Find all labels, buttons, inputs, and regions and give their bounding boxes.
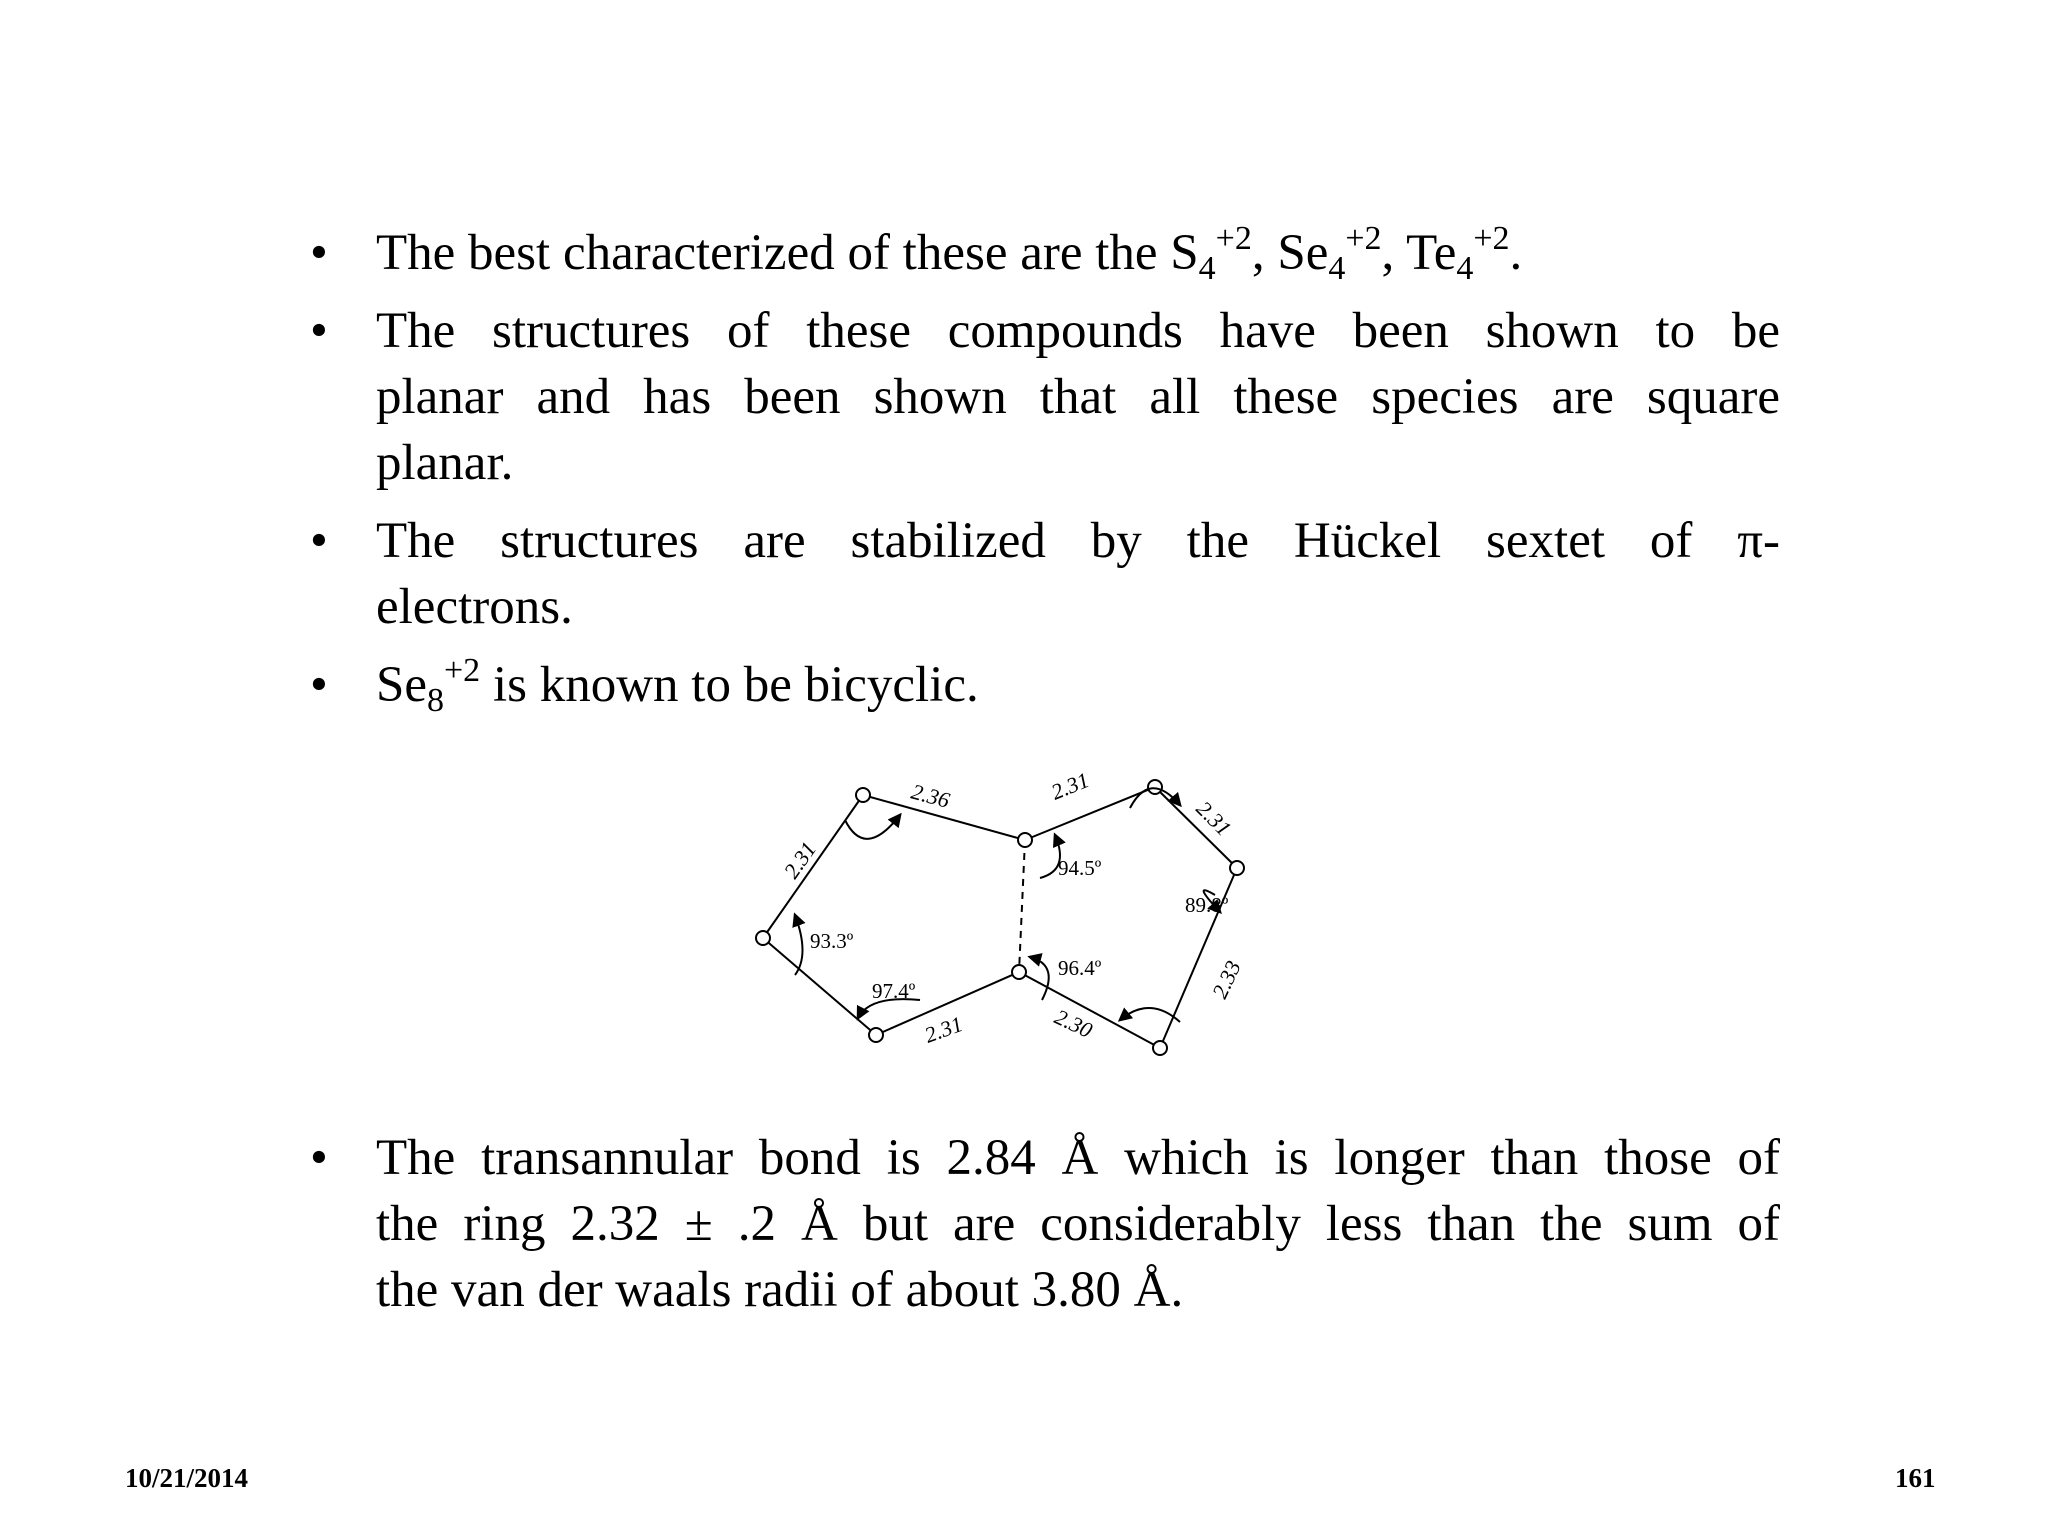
bullet-marker: • (310, 303, 328, 359)
bullet-text: Se (376, 657, 427, 713)
atom (1018, 833, 1032, 847)
bullet-text: The best characterized of these are the S (376, 225, 1199, 281)
superscript: +2 (1473, 220, 1510, 257)
subscript: 8 (427, 682, 444, 719)
bullet-line: The structures of these compounds have been shown to be (376, 303, 1780, 359)
subscript: 4 (1328, 250, 1346, 287)
bond-length-label: 2.31 (1191, 795, 1237, 841)
atom (856, 788, 870, 802)
superscript: +2 (444, 652, 481, 689)
bullet-list-bottom (310, 1125, 1780, 1335)
bond-length-label: 2.36 (908, 778, 953, 813)
atom (1153, 1041, 1167, 1055)
subscript: 4 (1456, 250, 1474, 287)
atom (1148, 780, 1162, 794)
bullet-marker: • (310, 225, 328, 281)
bullet-text: . (1509, 225, 1523, 281)
transannular-bond (1019, 840, 1025, 972)
bullet-line: the van der waals radii of about 3.80 Å. (376, 1262, 1184, 1318)
page-number: 161 (1895, 1463, 1936, 1493)
subscript: 4 (1198, 250, 1216, 287)
bullet-item (310, 220, 1780, 286)
bullet-line: the ring 2.32 ± .2 Å but are considerably less than the sum of (376, 1196, 1780, 1252)
bond (1025, 787, 1155, 840)
atom (1012, 965, 1026, 979)
atom (869, 1028, 883, 1042)
bullet-list-top (310, 220, 1780, 730)
bond-length-label: 2.33 (1206, 956, 1246, 1003)
bond-length-label: 2.31 (921, 1011, 966, 1048)
bond (763, 795, 863, 938)
bond-length-label: 2.31 (778, 836, 822, 883)
bullet-line: planar and has been shown that all these species are square (376, 369, 1780, 425)
bullet-text: , Te (1381, 225, 1457, 281)
atom (1230, 861, 1244, 875)
bullet-item (310, 298, 1780, 496)
bullet-line: planar. (376, 435, 514, 491)
angle-arrow (845, 815, 900, 839)
superscript: +2 (1345, 220, 1382, 257)
footer-date: 10/21/2014 (125, 1463, 249, 1493)
se8-bicyclic-structure-diagram (740, 750, 1310, 1080)
angle-label: 97.4º (872, 979, 916, 1003)
bullet-line: The transannular bond is 2.84 Å which is longer than those of (376, 1130, 1780, 1186)
bullet-text: , Se (1251, 225, 1329, 281)
bullet-item (310, 1125, 1780, 1323)
bullet-line: The structures are stabilized by the Hückel sextet of π- (376, 513, 1780, 569)
angle-label: 96.4º (1058, 956, 1102, 980)
angle-label: 93.3º (810, 929, 854, 953)
superscript: +2 (1215, 220, 1252, 257)
bullet-item (310, 508, 1780, 640)
bullet-item (310, 652, 1780, 718)
bullet-line: electrons. (376, 579, 573, 635)
bullet-text: is known to be bicyclic. (480, 657, 979, 713)
angle-label: 94.5º (1058, 856, 1102, 880)
atom (756, 931, 770, 945)
bond-length-label: 2.31 (1047, 767, 1093, 805)
angle-arrow (1040, 835, 1060, 878)
bullet-marker: • (310, 1130, 328, 1186)
bullet-marker: • (310, 657, 328, 713)
bullet-marker: • (310, 513, 328, 569)
bond-length-label: 2.30 (1050, 1003, 1097, 1043)
angle-label: 89.8º (1185, 893, 1229, 917)
